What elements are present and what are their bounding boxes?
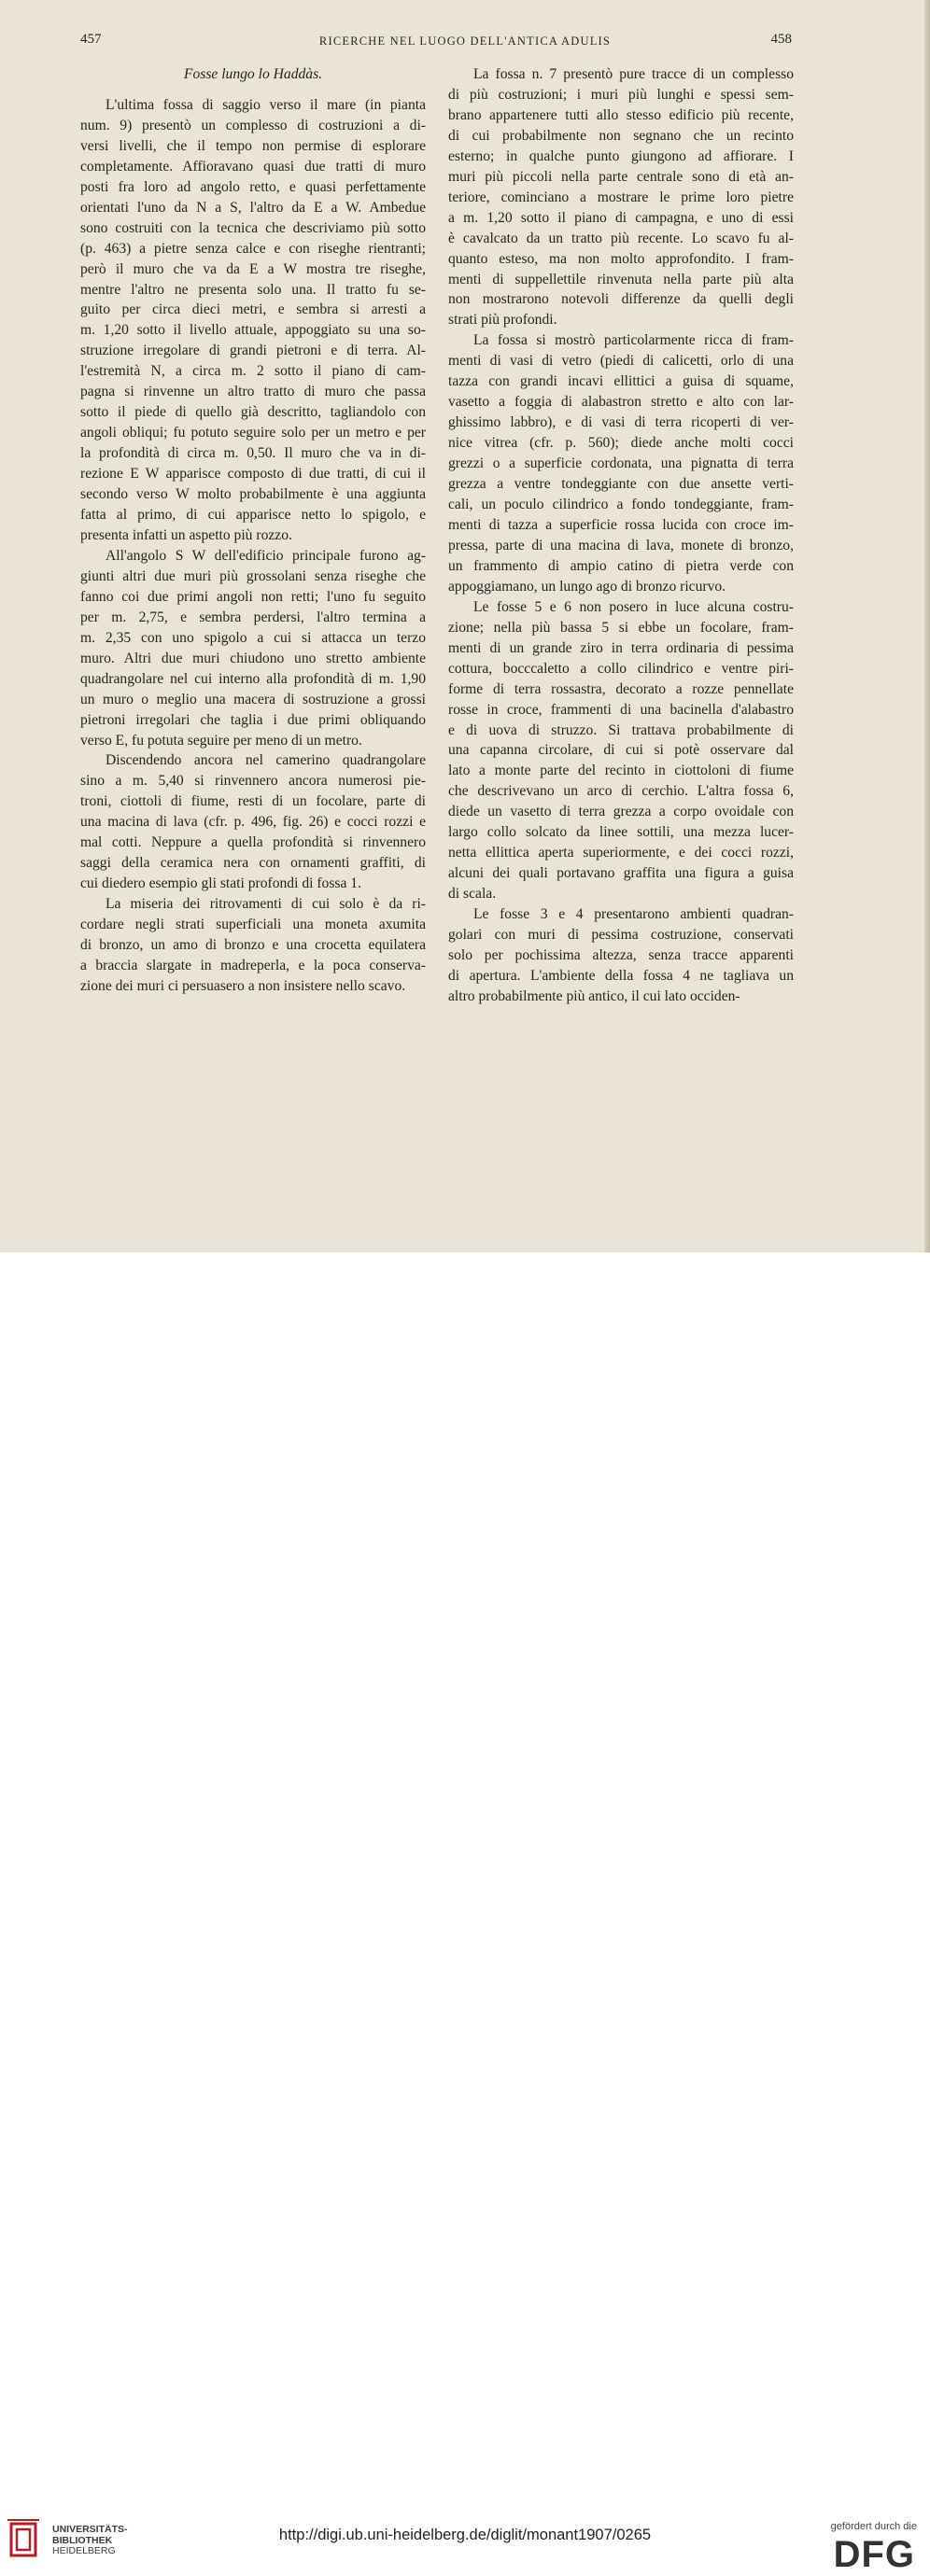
- running-title: RICERCHE NEL LUOGO DELL'ANTICA ADULIS: [318, 35, 612, 48]
- text-line: grezzi o a superficie cordonata, una pignatta di terra: [448, 455, 794, 472]
- text-line: pagna si rinvenne un altro tratto di muro che passa: [80, 384, 426, 400]
- text-line: quanto esteso, ma non molto approfondito. I fram-: [448, 250, 794, 267]
- text-line: quadrangolare nel cui interno alla profondità di m. 1,90: [80, 670, 426, 687]
- text-line: cottura, bocccaletto a collo cilindrico e ventre piri-: [448, 660, 794, 677]
- text-line: L'ultima fossa di saggio verso il mare (in pianta: [106, 96, 426, 113]
- text-line: netta ellittica aperta superiormente, e dei cocci rozzi,: [448, 845, 794, 861]
- text-line: La miseria dei ritrovamenti di cui solo è da ri-: [106, 896, 426, 913]
- text-line: muri più piccoli nella parte centrale sono di età an-: [448, 168, 794, 185]
- page-number-right: 458: [770, 32, 792, 47]
- text-line: grezza a ventre tondeggiante con due ansette verti-: [448, 476, 794, 493]
- text-line: un muro o meglio una macera di sostruzione a grossi: [80, 691, 426, 707]
- text-line: vasetto a foggia di alabastron stretto e alto con lar-: [448, 394, 794, 411]
- text-line: completamente. Affioravano quasi due tratti di muro: [80, 158, 426, 175]
- text-line: però il muro che va da E a W mostra tre riseghe,: [80, 260, 426, 277]
- text-line: pietroni irregolari che taglia i due primi obliquando: [80, 711, 426, 728]
- text-line: menti di suppellettile rinvenuta nella parte più alta: [448, 271, 794, 287]
- text-line: alcuni dei quali portavano graffita una figura a guisa: [448, 865, 794, 882]
- text-line: che descrivevano un arco di cerchio. L'altra fossa 6,: [448, 783, 794, 800]
- text-line: All'angolo S W dell'edificio principale furono ag-: [106, 547, 426, 564]
- text-line: di bronzo, un amo di bronzo e una crocetta equilatera: [80, 937, 426, 954]
- text-line: struzione irregolare di grandi pietroni e di terra. Al-: [80, 343, 426, 359]
- text-line: strati più profondi.: [448, 312, 557, 329]
- text-line: troni, ciottoli di fiume, resti di un focolare, parte di: [80, 793, 426, 810]
- text-line: brano appartenere tutti allo stesso edificio più recente,: [448, 106, 794, 123]
- text-line: secondo verso W molto probabilmente è una aggiunta: [80, 486, 426, 503]
- text-line: diede un vasetto di terra grezza a corpo ovoidale con: [448, 804, 794, 820]
- text-line: fatta al primo, di cui apparisce netto lo spigolo, e: [80, 507, 426, 524]
- text-line: verso E, fu potuta seguire per meno di un metro.: [80, 732, 362, 749]
- right-text-column: [448, 64, 794, 1007]
- text-line: menti di tazza a superficie rossa lucida con croce im-: [448, 516, 794, 533]
- text-line: menti di un grande ziro in terra ordinaria di pessima: [448, 639, 794, 656]
- text-line: sotto il piede di quello già descritto, tagliandolo con: [80, 404, 426, 421]
- text-line: (p. 463) a pietre senza calce e con riseghe rientranti;: [80, 240, 426, 257]
- text-line: di scala.: [448, 886, 497, 903]
- text-line: a braccia slargate in madreperla, e la poca conserva-: [80, 957, 426, 973]
- text-line: e di uova di struzzo. Si trattava probabilmente di: [448, 721, 794, 738]
- text-line: teriore, cominciano a mostrare le prime loro pietre: [448, 189, 794, 205]
- text-line: zione; nella più bassa 5 si ebbe un focolare, fram-: [448, 619, 794, 636]
- text-line: cali, un poculo cilindrico a fondo tondeggiante, fram-: [448, 497, 794, 513]
- text-line: Le fosse 5 e 6 non posero in luce alcuna costru-: [473, 598, 794, 615]
- text-line: sono costruiti con la tecnica che descriviamo più sotto: [80, 219, 426, 236]
- text-line: solo per pochissima altezza, senza tracce apparenti: [448, 946, 794, 963]
- text-line: menti di vasi di vetro (piedi di calicetti, orlo di una: [448, 353, 794, 370]
- text-line: mal cotti. Neppure a quella profondità si rinvennero: [80, 834, 426, 851]
- text-line: non mostrarono notevoli differenze da quelli degli: [448, 291, 794, 308]
- text-line: La fossa si mostrò particolarmente ricca di fram-: [473, 332, 794, 349]
- page-number-left: 457: [80, 32, 102, 47]
- text-line: mentre l'altro ne presenta solo una. Il tratto fu se-: [80, 281, 426, 298]
- text-line: è cavalcato da un tratto più recente. Lo scavo fu al-: [448, 230, 794, 246]
- text-line: pressa, parte di una macina di lava, monete di bronzo,: [448, 537, 794, 553]
- text-line: per m. 2,75, e sembra perdersi, l'altro termina a: [80, 609, 426, 625]
- scanned-page: [0, 0, 930, 1253]
- funding-caption: gefördert durch die: [830, 2521, 917, 2532]
- text-line: cordare negli strati superficiali una moneta axumita: [80, 917, 426, 933]
- library-line-1: UNIVERSITÄTS-: [52, 2524, 128, 2535]
- text-line: di apertura. L'ambiente della fossa 4 ne tagliava un: [448, 967, 794, 984]
- text-line: posti fra loro ad angolo retto, e quasi perfettamente: [80, 178, 426, 195]
- text-line: presenta infatti un aspetto più rozzo.: [80, 526, 292, 543]
- permalink-url[interactable]: http://digi.ub.uni-heidelberg.de/diglit/monant1907/0265: [278, 2527, 652, 2543]
- text-line: appoggiamano, un lungo ago di bronzo ricurvo.: [448, 578, 726, 595]
- library-line-2: BIBLIOTHEK: [52, 2534, 113, 2546]
- text-line: m. 1,20 sotto il livello attuale, appoggiato su una so-: [80, 322, 426, 339]
- viewer-footer: [0, 1253, 930, 2575]
- text-line: forme di terra rossastra, decorato a rozze pennellate: [448, 680, 794, 697]
- text-line: altro probabilmente più antico, il cui lato occiden-: [448, 987, 740, 1004]
- text-line: l'estremità N, a circa m. 2 sotto il piano di cam-: [80, 363, 426, 380]
- text-line: orientati l'uno da N a S, l'altro da E a W. Ambedue: [80, 199, 426, 216]
- text-line: sino a m. 5,40 si rinvennero ancora numerosi pie-: [80, 773, 426, 790]
- text-line: angoli obliqui; fu potuto seguire solo per un metro e per: [80, 425, 426, 441]
- dfg-logo: DFG: [833, 2534, 915, 2575]
- left-text-column: [80, 64, 426, 997]
- text-line: muro. Altri due muri chiudono uno stretto ambiente: [80, 650, 426, 666]
- text-line: tazza con grandi incavi ellittici a guisa di squame,: [448, 373, 794, 390]
- text-line: fanno coi due primi angoli non retti; l'uno fu seguito: [80, 588, 426, 605]
- text-line: una macina di lava (cfr. p. 496, fig. 26) e cocci rozzi e: [80, 814, 426, 831]
- text-line: m. 2,35 con uno spigolo a cui si attacca un terzo: [80, 629, 426, 646]
- text-line: di più costruzioni; i muri più lunghi e spessi sem-: [448, 86, 794, 103]
- text-line: saggi della ceramica nera con ornamenti graffiti, di: [80, 855, 426, 872]
- text-line: esterno; in qualche punto giungono ad affiorare. I: [448, 147, 794, 164]
- text-line: cui diedero esempio gli stati profondi di fossa 1.: [80, 875, 361, 892]
- text-line: una capanna circolare, di cui si potè osservare dal: [448, 742, 794, 759]
- text-line: rosse in croce, frammenti di una bacinella d'alabastro: [448, 701, 794, 718]
- text-line: Discendendo ancora nel camerino quadrangolare: [106, 752, 426, 769]
- text-line: lato a monte parte del recinto in ciottoloni di fiume: [448, 763, 794, 779]
- section-subtitle: Fosse lungo lo Haddàs.: [183, 66, 323, 82]
- text-line: largo collo solcato da linee sottili, una mezza lucer-: [448, 824, 794, 841]
- text-line: guito per circa dieci metri, e sembra si arresti a: [80, 301, 426, 318]
- text-line: a m. 1,20 sotto il piano di campagna, e uno di essi: [448, 209, 794, 226]
- text-line: la profondità di circa m. 0,50. Il muro che va in di-: [80, 445, 426, 462]
- text-line: Le fosse 3 e 4 presentarono ambienti quadran-: [473, 906, 794, 923]
- text-line: versi livelli, che il tempo non permise di esplorare: [80, 137, 426, 154]
- text-line: giunti altri due muri più grossolani senza riseghe che: [80, 567, 426, 584]
- text-line: golari con muri di pessima costruzione, conservati: [448, 927, 794, 944]
- text-line: num. 9) presentò un complesso di costruzioni a di-: [80, 117, 426, 133]
- library-line-3: HEIDELBERG: [52, 2545, 116, 2556]
- text-line: ghissimo labbro), e di vasi di terra ricoperti di ver-: [448, 414, 794, 431]
- text-line: un frammento di ampio catino di pietra verde con: [448, 557, 794, 574]
- text-line: rezione E W apparisce composto di due tratti, di cui il: [80, 466, 426, 483]
- text-line: nice vitrea (cfr. p. 560); diede anche molti cocci: [448, 435, 794, 452]
- text-line: zione dei muri ci persuasero a non insistere nello scavo.: [80, 977, 406, 994]
- text-line: La fossa n. 7 presentò pure tracce di un complesso: [473, 66, 794, 82]
- text-line: di cui probabilmente non segnano che un recinto: [448, 127, 794, 144]
